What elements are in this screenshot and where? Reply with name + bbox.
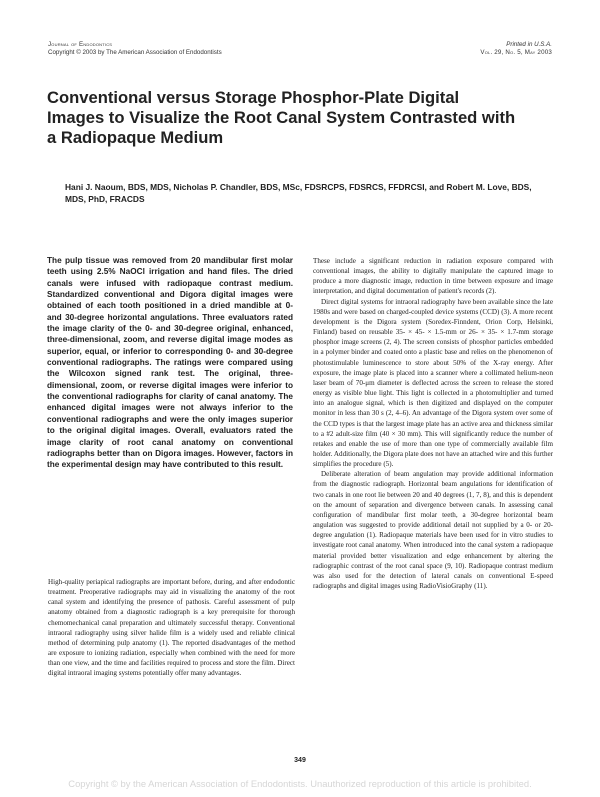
article-title: Conventional versus Storage Phosphor-Plate Digital Images to Visualize the Root Canal System Contrasted with a Radiopaque Medium xyxy=(47,88,516,147)
author-list: Hani J. Naoum, BDS, MDS, Nicholas P. Chandler, BDS, MSc, FDSRCPS, FDSRCS, FFDRCSI, and Robert M. Love, BDS, MDS, PhD, FRACDS xyxy=(65,182,532,205)
body-column-left xyxy=(48,577,295,679)
body-paragraph: High-quality periapical radiographs are important before, during, and after endodontic treatment. Preoperative radiographs may aid in visualizing the anatomy of the root canal system and identifying the presence of pathosis. Careful assessment of pulp anatomy obtained from a diagnostic radiograph is a key prerequisite for thorough chemomechanical canal preparation and ultimately successful therapy. Conventional intraoral radiography using silver halide film is a widely used and reliable clinical method of determining pulp anatomy (1). The reported disadvantages of the method are exposure to ionizing radiation, especially when combined with the need for more than one view, and the time and facilities required to process and store the film. Direct digital intraoral imaging systems potentially offer many advantages. xyxy=(48,578,295,678)
printed-in: Printed in U.S.A. xyxy=(506,41,552,48)
volume-issue: Vol. 29, No. 5, May 2003 xyxy=(480,49,552,56)
copyright-line: Copyright © 2003 by The American Association of Endodontists xyxy=(48,49,222,56)
journal-name: Journal of Endodontics xyxy=(48,41,113,48)
copyright-watermark: Copyright © by the American Association of Endodontists. Unauthorized reproduction of this article is prohibited. xyxy=(68,778,532,789)
abstract: The pulp tissue was removed from 20 mandibular first molar teeth using 2.5% NaOCl irrigation and hand files. The dried canals were infused with radiopaque contrast medium. Standardized conventional and Digora digital images were obtained of each tooth positioned in a dried mandible at 0- and 30-degree horizontal angulations. Three evaluators rated the image clarity of the 0- and 30-degree original, enhanced, three-dimensional, zoom, and reverse digital image modes as superior, equal, or inferior to corresponding 0- and 30-degree conventional radiographs. The ratings were compared using the Wilcoxon signed rank test. The original, three-dimensional, zoom, or reverse digital images were inferior to the conventional radiographs for clarity of canal anatomy. The enhanced digital images were not always inferior to the conventional radiographs and were the only images superior to the original digital images. Overall, evaluators rated the image clarity of root canal anatomy on conventional radiographs better than on Digora images. However, factors in the experimental design may have contributed to this result. xyxy=(47,256,293,470)
running-header-right xyxy=(480,41,552,57)
body-paragraph: Direct digital systems for intraoral radiography have been available since the late 1980s and were based on charged-coupled device systems (CCD) (3). A more recent development is the Digora system (Soredex-Finndent, Orion Corp, Helsinki, Finland) based on reusable 35- × 45- × 1.5-mm or 26- × 35- × 1.7-mm storage phosphor image screens (2, 4). The screen consists of phosphor particles embedded in a polymer binder and coated onto a plastic base and relies on the phenomenon of photostimulable luminescence to store about 50% of the X-ray energy. After exposure, the image plate is placed into a scanner where a collimated helium-neon laser beam of 70-μm diameter is deflected across the screen to release the stored energy as visible blue light. This light is collected in a photomultiplier and turned into an analogue signal, which is then digitized and displayed on the computer monitor in less than 30 s (2, 4–6). An advantage of the Digora system over some of the CCD types is that the largest image plate has an active area and thickness similar to a #2 adult-size film (40 × 30 mm). This will significantly reduce the number of retakes and enable the use of more than one type of commercially available film holder. Additionally, the Digora plate does not have an attached wire and this further simplifies the procedure (5). xyxy=(313,297,553,469)
page-number: 349 xyxy=(294,757,306,764)
body-paragraph: Deliberate alteration of beam angulation may provide additional information from the diagnostic radiograph. Horizontal beam angulations for identification of two canals in one root lie between 20 and 40 degrees (1, 7, 8), and this is dependent on the amount of separation and divergence between canals. In assessing canal configuration of mandibular first molar teeth, a 30-degree horizontal beam angulation was suggested to provide additional detail not supplied by a 0- or 20-degree angulation (1). Radiopaque materials have been used for in vitro studies to investigate root canal anatomy. When introduced into the canal system a radiopaque material provided better visualization and edge enhancement by altering the radiographic contrast of the root canal space (9, 10). Radiopaque contrast medium was also used for the detection of lateral canals on conventional E-speed radiographs and digital images using RadioVisioGraphy (11). xyxy=(313,470,553,590)
body-column-right xyxy=(313,256,553,591)
running-header-left xyxy=(48,41,222,57)
body-paragraph: These include a significant reduction in radiation exposure compared with conventional images, the ability to digitally manipulate the captured image to produce a more diagnostic image, reduction in time between exposure and image interpretation, and digital documentation of patient's records (2). xyxy=(313,257,553,296)
